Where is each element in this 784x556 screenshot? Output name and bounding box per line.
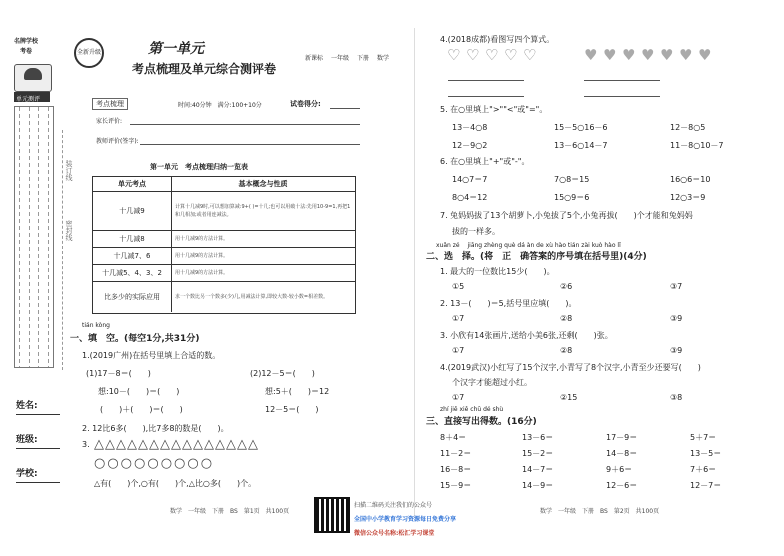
table-cell-desc: 用十几减9的方法计算。 bbox=[175, 253, 229, 259]
school-field-label: 学校: bbox=[16, 469, 38, 479]
s2-option: ①7 bbox=[452, 393, 465, 402]
table-cell-desc: 用十几减9的方法计算。 bbox=[175, 270, 229, 276]
section1-pinyin: tián kòng bbox=[82, 322, 110, 329]
s2-option: ②6 bbox=[560, 282, 573, 291]
s2-option: ①7 bbox=[452, 346, 465, 355]
s2-option: ①7 bbox=[452, 314, 465, 323]
heart-outline-icon: ♡ bbox=[485, 46, 499, 64]
cut-line bbox=[62, 130, 63, 370]
cut-label-1: 装订线 bbox=[65, 160, 73, 181]
score-label: 试卷得分: bbox=[290, 100, 321, 108]
s1-q6-item: 7○8＝15 bbox=[554, 175, 590, 184]
heart-filled-icon: ♥ bbox=[698, 46, 712, 64]
s1-q1-item: 想:10－( )＝( ) bbox=[98, 387, 180, 396]
s1-q7: 7. 兔妈妈拔了13个胡萝卜,小兔拔了5个,小兔再拔( )个才能和兔妈妈 bbox=[440, 211, 693, 220]
triangle-row-icon: △△△△△△△△△△△△△△△ bbox=[94, 437, 259, 452]
calc-item: 12－6＝ bbox=[606, 481, 638, 490]
s1-q5-item: 13－6○14－7 bbox=[554, 141, 608, 150]
calc-item: 7＋6＝ bbox=[690, 465, 717, 474]
heart-outline-icon: ♡ bbox=[447, 46, 461, 64]
heart-filled-icon: ♥ bbox=[622, 46, 636, 64]
table-header-topic: 单元考点 bbox=[93, 177, 172, 191]
strip-columns bbox=[14, 106, 54, 368]
tag: 新课标 bbox=[305, 55, 324, 62]
cut-label-2: 密封线 bbox=[65, 220, 73, 241]
tag: 一年级 bbox=[331, 55, 350, 62]
strip-label-3: 单元测评 bbox=[16, 96, 41, 103]
s2-option: ①5 bbox=[452, 282, 465, 291]
table-cell-desc: 用十几减9的方法计算。 bbox=[175, 236, 229, 242]
table-title: 第一单元 考点梳理归纳一览表 bbox=[150, 163, 248, 171]
s1-q6-item: 12○3＝9 bbox=[670, 193, 706, 202]
s1-q1: 1.(2019广州)在括号里填上合适的数。 bbox=[82, 351, 221, 360]
section3-heading: 三、直接写出得数。(16分) bbox=[426, 417, 537, 427]
table-cell-topic: 十几减5、4、3、2 bbox=[93, 265, 172, 281]
s1-q4: 4.(2018成都)看图写四个算式。 bbox=[440, 35, 555, 44]
calc-item: 11－2＝ bbox=[440, 449, 472, 458]
tag: 数学 bbox=[377, 55, 390, 62]
heart-filled-icon: ♥ bbox=[603, 46, 617, 64]
score-line[interactable] bbox=[330, 108, 360, 109]
footer-left: 数学 一年级 下册 BS 第1页 共100页 bbox=[170, 508, 290, 515]
class-field-line[interactable] bbox=[16, 448, 60, 449]
s1-q1-item: 12－5＝( ) bbox=[265, 405, 319, 414]
teacher-note-label: 教师评价(签字): bbox=[96, 138, 139, 145]
s1-q1-item: 想:5＋( )＝12 bbox=[265, 387, 330, 396]
s2-option: ②8 bbox=[560, 346, 573, 355]
heart-outline-icon: ♡ bbox=[466, 46, 480, 64]
table-cell-desc: 求一个数比另一个数多(少)几,用减法计算,即较大数-较小数=相差数。 bbox=[175, 294, 329, 300]
calc-item: 8＋4＝ bbox=[440, 433, 467, 442]
calc-item: 13－5＝ bbox=[690, 449, 722, 458]
s1-q1-item: (2)12－5＝( ) bbox=[250, 369, 315, 378]
unit-title: 第一单元 bbox=[148, 41, 204, 57]
table-row bbox=[93, 192, 355, 231]
table-row bbox=[93, 231, 355, 248]
exam-meta: 时间:40分钟 满分:100+10分 bbox=[178, 102, 262, 109]
s1-q5-item: 13－4○8 bbox=[452, 123, 488, 132]
section2-heading: 二、选 择。(将 正 确答案的序号填在括号里)(4分) bbox=[426, 252, 647, 262]
s2-option: ③9 bbox=[670, 314, 683, 323]
calc-item: 13－6＝ bbox=[522, 433, 554, 442]
table-row bbox=[93, 265, 355, 282]
table-header-row bbox=[93, 177, 355, 192]
section2-pinyin: xuǎn zé jiāng zhèng què dá àn de xù hào tián zài kuò hào lǐ bbox=[436, 242, 621, 249]
s1-q1-item: (1)17－8＝( ) bbox=[86, 369, 151, 378]
s2-option: ③7 bbox=[670, 282, 683, 291]
calc-item: 17－9＝ bbox=[606, 433, 638, 442]
school-emblem-icon bbox=[14, 64, 52, 92]
strip-label-2: 考卷 bbox=[20, 48, 33, 55]
name-field-label: 姓名: bbox=[16, 401, 38, 411]
calc-item: 15－2＝ bbox=[522, 449, 554, 458]
badge-text: 全新升级 bbox=[76, 49, 101, 56]
s1-q5-item: 12－9○2 bbox=[452, 141, 488, 150]
table-cell-topic: 比多少的实际应用 bbox=[93, 282, 172, 312]
s2-option: ②8 bbox=[560, 314, 573, 323]
qr-code-icon bbox=[314, 497, 350, 533]
qr-caption: 扫描二维码关注我们的公众号 bbox=[354, 502, 433, 509]
calc-item: 14－7＝ bbox=[522, 465, 554, 474]
heart-outline-icon: ♡ bbox=[523, 46, 537, 64]
calc-item: 9＋6＝ bbox=[606, 465, 633, 474]
s1-q6-item: 14○7＝7 bbox=[452, 175, 488, 184]
summary-table bbox=[92, 176, 356, 314]
heart-filled-icon: ♥ bbox=[584, 46, 598, 64]
answer-line[interactable] bbox=[584, 80, 660, 81]
s1-q5-item: 15－5○16－6 bbox=[554, 123, 608, 132]
s2-option: ②15 bbox=[560, 393, 578, 402]
calc-item: 15－9＝ bbox=[440, 481, 472, 490]
s1-q5-item: 11－8○10－7 bbox=[670, 141, 724, 150]
parent-note-label: 家长评价: bbox=[96, 118, 123, 125]
table-row bbox=[93, 248, 355, 265]
heart-filled-icon: ♥ bbox=[660, 46, 674, 64]
promo-text-2: 微信公众号名称:松汇学习课堂 bbox=[354, 530, 435, 537]
class-field-label: 班级: bbox=[16, 435, 38, 445]
s2-q4: 4.(2019武汉)小红写了15个汉字,小青写了8个汉字,小青至少还要写( ) bbox=[440, 363, 701, 372]
answer-line[interactable] bbox=[448, 80, 524, 81]
binding-strip bbox=[6, 30, 58, 500]
subtitle-box: 考点梳理 bbox=[92, 98, 128, 110]
s1-q5-item: 12－8○5 bbox=[670, 123, 706, 132]
table-header-desc: 基本概念与性质 bbox=[238, 180, 288, 188]
footer-right: 数学 一年级 下册 BS 第2页 共100页 bbox=[540, 508, 660, 515]
heart-outline-icon: ♡ bbox=[504, 46, 518, 64]
teacher-note-line[interactable] bbox=[140, 144, 360, 145]
heart-filled-icon: ♥ bbox=[679, 46, 693, 64]
circle-row-icon: ○○○○○○○○○ bbox=[94, 456, 215, 471]
page-title: 考点梳理及单元综合测评卷 bbox=[132, 62, 277, 76]
section3-pinyin: zhí jiē xiě chū dé shù bbox=[440, 406, 504, 413]
school-field-line[interactable] bbox=[16, 482, 60, 483]
s2-option: ③9 bbox=[670, 346, 683, 355]
s1-q7-cont: 拔的一样多。 bbox=[452, 227, 500, 236]
s2-option: ③8 bbox=[670, 393, 683, 402]
tag: 下册 bbox=[357, 55, 370, 62]
table-cell-topic: 十几减8 bbox=[93, 231, 172, 247]
strip-label-1: 名牌学校 bbox=[14, 38, 39, 45]
s1-q1-item: ( )＋( )＝( ) bbox=[100, 405, 183, 414]
calc-item: 14－8＝ bbox=[606, 449, 638, 458]
parent-note-line[interactable] bbox=[130, 124, 360, 125]
s1-q3-answer: △有( )个,○有( )个,△比○多( )个。 bbox=[94, 479, 257, 488]
s2-q4-cont: 个汉字才能超过小红。 bbox=[452, 378, 532, 387]
s1-q6-item: 15○9＝6 bbox=[554, 193, 590, 202]
name-field-line[interactable] bbox=[16, 414, 60, 415]
s1-q5: 5. 在○里填上">""<"或"="。 bbox=[440, 105, 548, 114]
table-cell-topic: 十几减9 bbox=[93, 192, 172, 230]
section1-heading: 一、填 空。(每空1分,共31分) bbox=[70, 334, 200, 344]
calc-item: 14－9＝ bbox=[522, 481, 554, 490]
calc-item: 5＋7＝ bbox=[690, 433, 717, 442]
calc-item: 16－8＝ bbox=[440, 465, 472, 474]
table-cell-topic: 十几减7、6 bbox=[93, 248, 172, 264]
s1-q6-item: 16○6＝10 bbox=[670, 175, 711, 184]
table-row bbox=[93, 282, 355, 312]
heart-filled-icon: ♥ bbox=[641, 46, 655, 64]
answer-line[interactable] bbox=[584, 96, 660, 97]
calc-item: 12－7＝ bbox=[690, 481, 722, 490]
page-divider bbox=[414, 28, 415, 518]
s1-q6-item: 8○4＝12 bbox=[452, 193, 488, 202]
header-tags bbox=[305, 53, 389, 62]
s1-q3-prefix: 3. bbox=[82, 440, 90, 449]
s2-q2: 2. 13－( )＝5,括号里应填( )。 bbox=[440, 299, 577, 308]
table-cell-desc: 计算十几减9时,可以想加算减:9+( )=十几;也可以用破十法:先用10-9=1,再把1和几相加;或者用连减法。 bbox=[175, 204, 351, 218]
answer-line[interactable] bbox=[448, 96, 524, 97]
s2-q1: 1. 最大的一位数比15少( )。 bbox=[440, 267, 555, 276]
promo-text: 全国中小学教育学习资源每日免费分享 bbox=[354, 516, 457, 523]
s1-q2: 2. 12比6多( ),比7多8的数是( )。 bbox=[82, 424, 229, 433]
s2-q3: 3. 小欣有14张画片,送给小美6张,还剩( )张。 bbox=[440, 331, 613, 340]
s1-q6: 6. 在○里填上"+"或"-"。 bbox=[440, 157, 530, 166]
